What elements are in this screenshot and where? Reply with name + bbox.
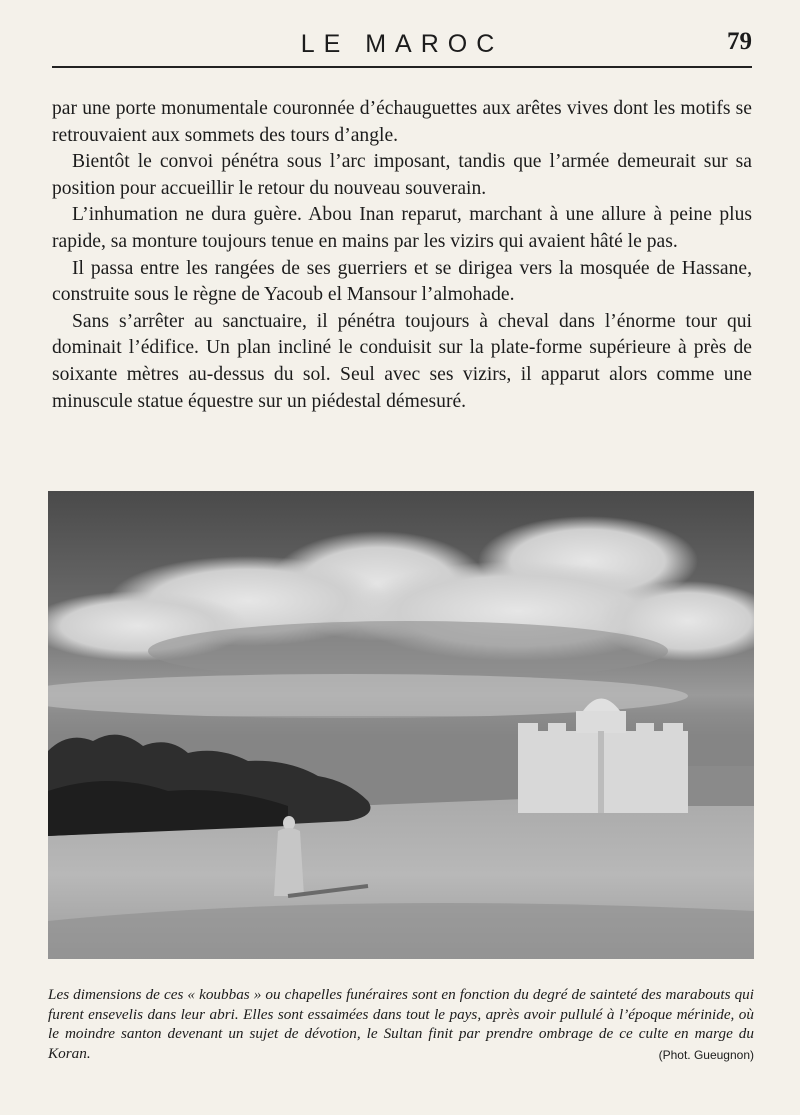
paragraph: L’inhumation ne dura guère. Abou Inan reparut, marchant à une allure à peine plus rapide, sa monture toujours tenue en mains par les vizirs qui avaient hâté le pas. <box>52 204 752 252</box>
body-text <box>52 96 752 415</box>
figure-caption <box>48 985 754 1066</box>
paragraph: Sans s’arrêter au sanctuaire, il pénétra toujours à cheval dans l’énorme tour qui dominait l’édifice. Un plan incliné le conduisit sur la plate-forme supérieure à près de soixante mètres au-dessus du sol. Seul avec ses vizirs, il apparut alors comme une minuscule statue équestre sur un piédestal démesuré. <box>52 310 752 412</box>
paragraph: par une porte monumentale couronnée d’échauguettes aux arêtes vives dont les motifs se retrouvaient aux sommets des tours d’angle. <box>52 98 752 146</box>
page-header <box>52 28 752 68</box>
page-number: 79 <box>727 28 752 55</box>
caption-text: Les dimensions de ces « koubbas » ou chapelles funéraires sont en fonction du degré de sainteté des marabouts qui furent ensevelis dans leur abri. Elles sont essaimées dans tout le pays, après avoir pullulé à l’époque mérinide, où le moindre santon devenant un sujet de dévotion, le Sultan finit par prendre ombrage de ce culte en marge du Koran. <box>48 986 754 1063</box>
photo-illustration <box>48 491 754 959</box>
photo-credit: (Phot. Gueugnon) <box>658 1048 754 1063</box>
running-title: LE MAROC <box>300 30 504 58</box>
paragraph: Il passa entre les rangées de ses guerriers et se dirigea vers la mosquée de Hassane, construite sous le règne de Yacoub el Mansour l’almohade. <box>52 257 752 306</box>
paragraph: Bientôt le convoi pénétra sous l’arc imposant, tandis que l’armée demeurait sur sa position pour accueillir le retour du nouveau souverain. <box>52 151 752 199</box>
koubba-photograph <box>48 491 754 959</box>
